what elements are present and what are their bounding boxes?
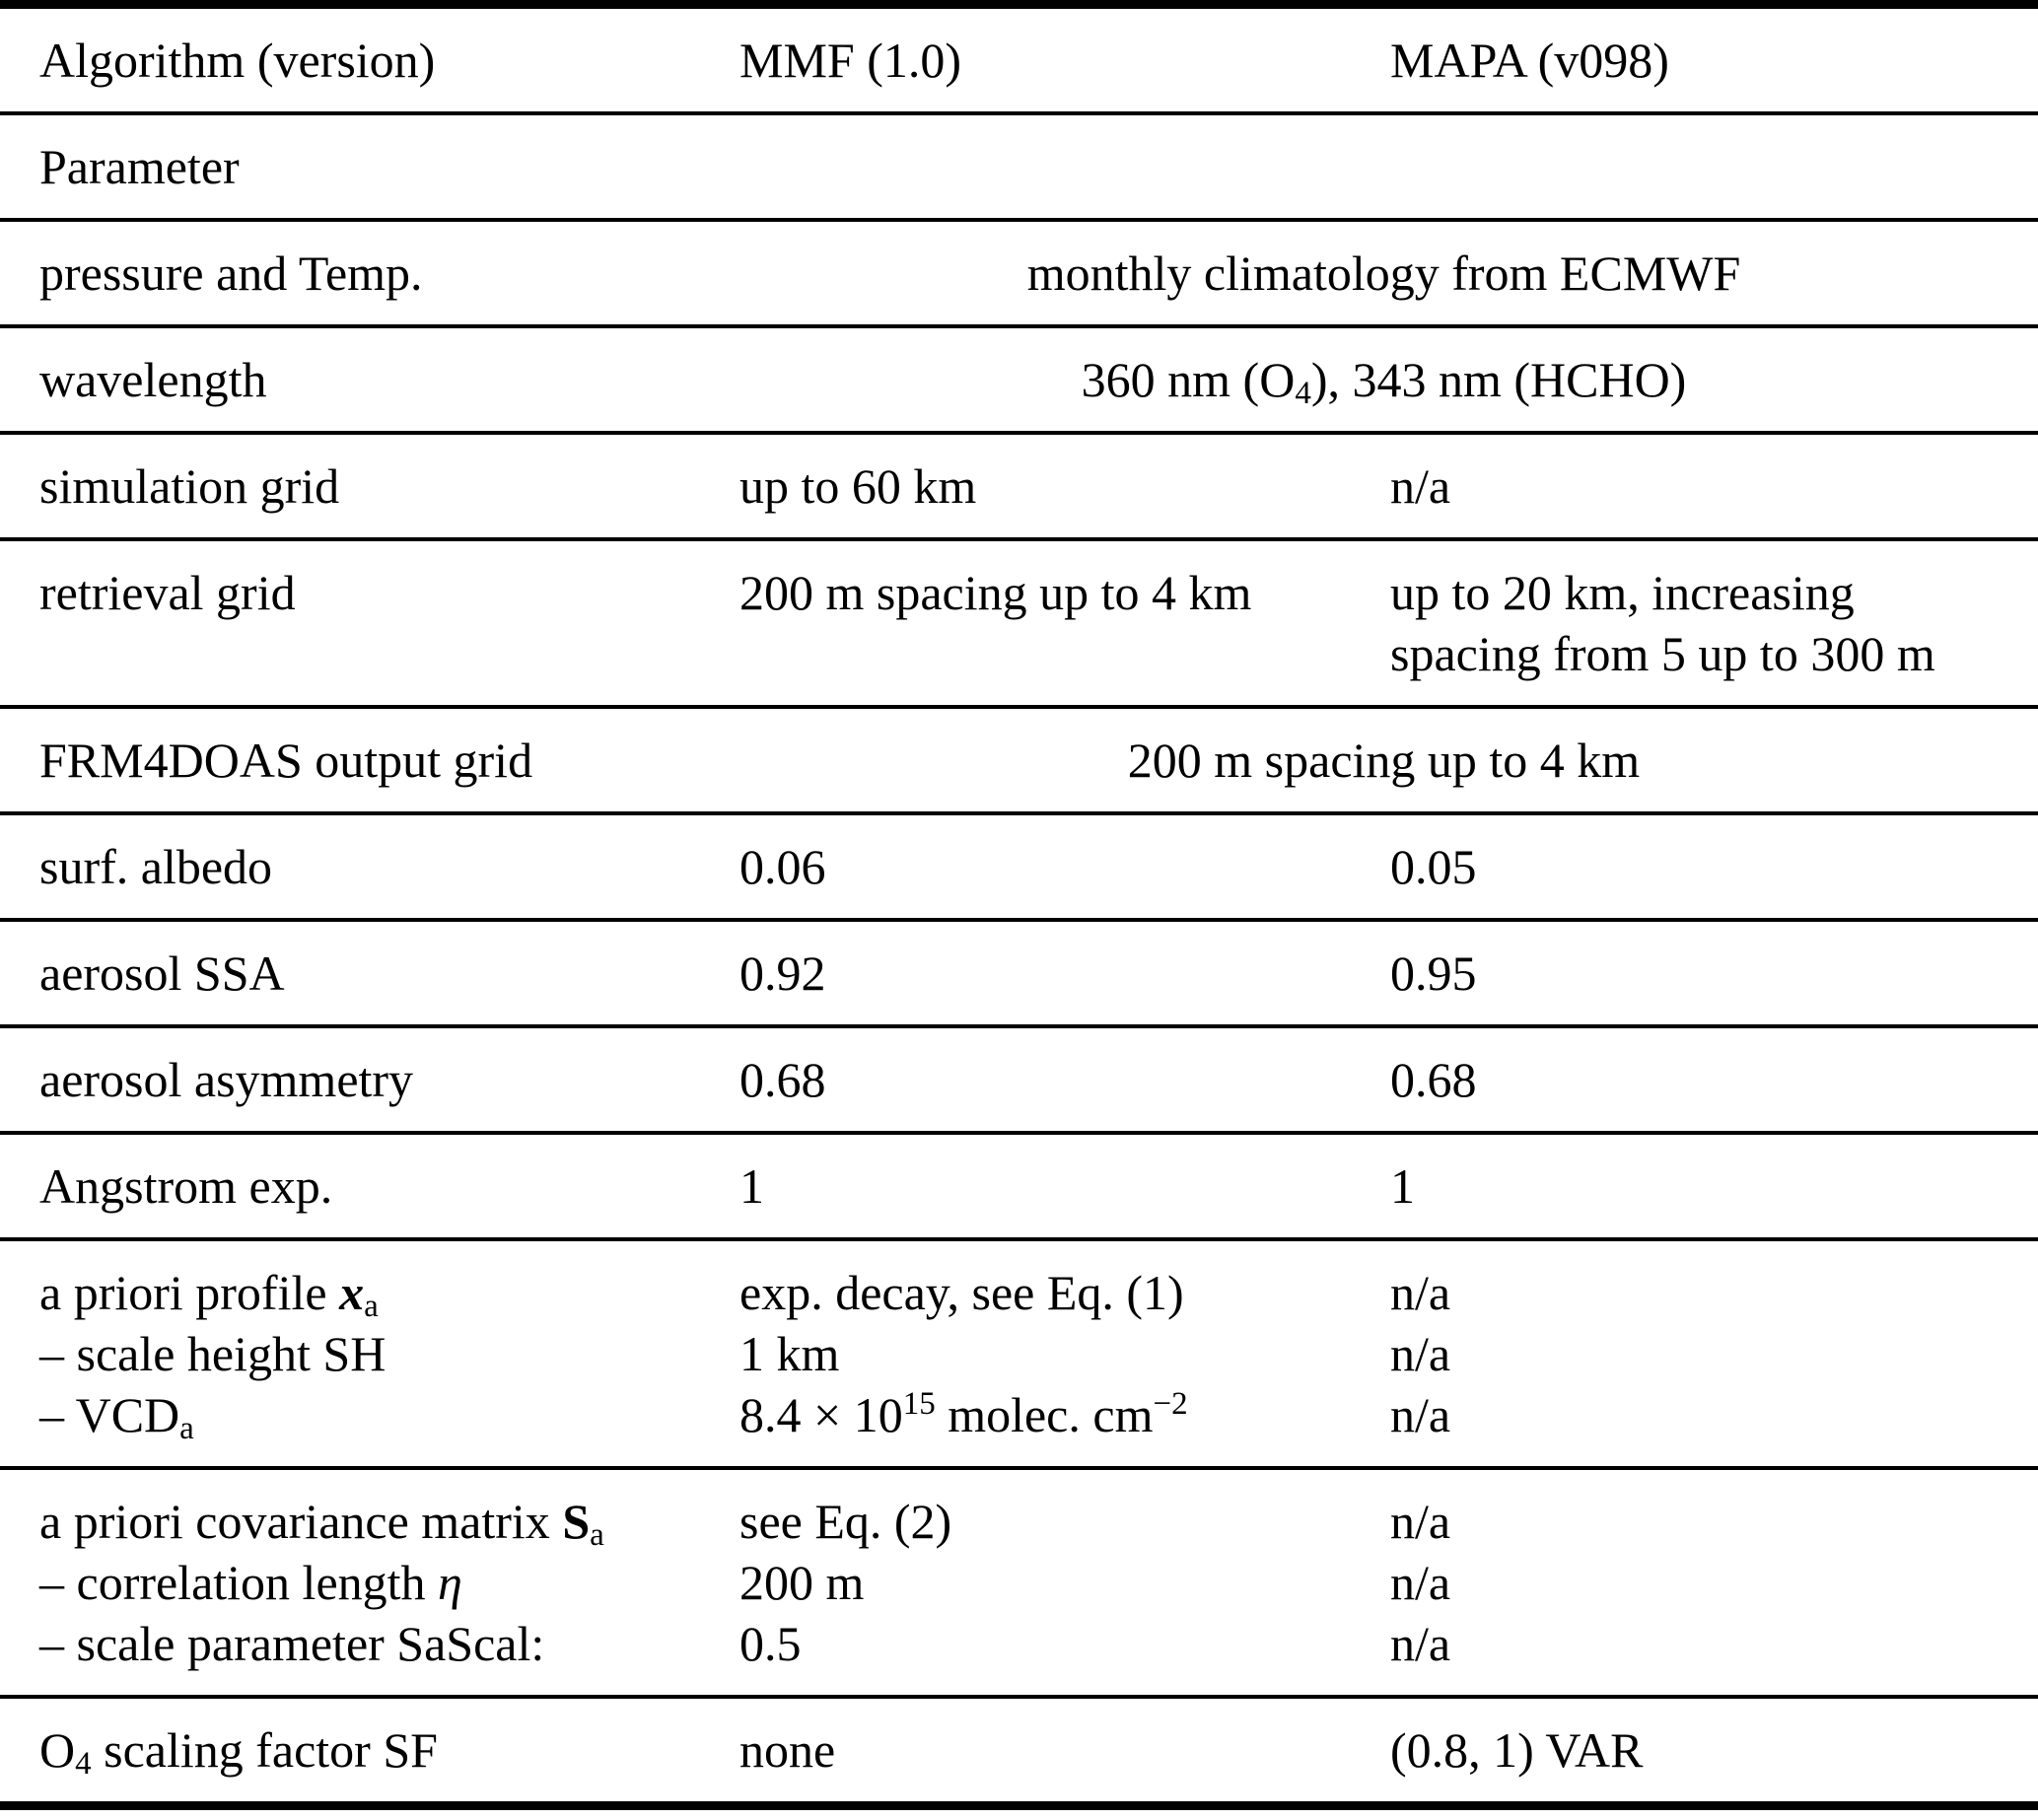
text-segment-sub: a [179, 1411, 194, 1447]
column-header-mmf: MMF (1.0) [739, 33, 962, 88]
parameter-cell [0, 539, 739, 707]
text-segment: spacing from 5 up to 300 m [1390, 626, 1935, 681]
cell-line [39, 1049, 730, 1110]
text-segment: monthly climatology from ECMWF [1026, 245, 1741, 301]
mmf-value-cell [739, 433, 1390, 539]
merged-value-cell [739, 707, 2038, 813]
cell-line [739, 1613, 1380, 1674]
table-row [0, 220, 2038, 326]
text-segment: a priori profile [39, 1265, 340, 1320]
table-row [0, 813, 2038, 920]
merged-value-cell [739, 326, 2038, 433]
mapa-value-cell [1390, 1697, 2038, 1806]
cell-line [739, 730, 2028, 791]
mapa-value-cell [1390, 539, 2038, 707]
cell-line [739, 836, 1380, 897]
text-segment: pressure and Temp. [39, 245, 423, 301]
text-segment: – VCD [39, 1387, 180, 1442]
cell-line [39, 1262, 730, 1323]
cell-line [739, 455, 1380, 517]
text-segment: 200 m [739, 1555, 865, 1610]
cell-line [39, 349, 730, 410]
mmf-value-cell [739, 920, 1390, 1026]
cell-line [739, 1552, 1380, 1613]
cell-line [1390, 1323, 2028, 1384]
text-segment: Angstrom exp. [39, 1158, 333, 1214]
cell-line [1390, 1613, 2028, 1674]
cell-line [739, 349, 2028, 410]
mapa-value-cell [1390, 433, 2038, 539]
text-segment-sub: 4 [1295, 376, 1311, 412]
text-segment: n/a [1390, 1387, 1451, 1442]
text-segment: retrieval grid [39, 565, 296, 620]
header-row [0, 5, 2038, 114]
cell-line [39, 1491, 730, 1552]
cell-line [39, 562, 730, 623]
cell-line [39, 1155, 730, 1217]
text-segment: molec. cm [935, 1387, 1154, 1442]
text-segment: 0.68 [739, 1052, 826, 1107]
cell-line [1390, 1552, 2028, 1613]
text-segment: n/a [1390, 1326, 1451, 1381]
text-segment: n/a [1390, 1494, 1451, 1549]
text-segment: 200 m spacing up to 4 km [1127, 733, 1641, 788]
parameter-cell [0, 1133, 739, 1239]
text-segment: scaling factor SF [91, 1722, 438, 1778]
table-row [0, 1133, 2038, 1239]
mmf-value-cell [739, 813, 1390, 920]
cell-line [739, 1323, 1380, 1384]
text-segment: 1 [1390, 1158, 1415, 1214]
text-segment: – scale parameter SaScal: [39, 1616, 545, 1671]
parameter-cell [0, 1468, 739, 1697]
text-segment: 0.05 [1390, 839, 1477, 894]
section-header-empty-cell [739, 113, 2038, 220]
text-segment: 0.06 [739, 839, 826, 894]
cell-line [39, 1613, 730, 1674]
text-segment: wavelength [39, 352, 267, 407]
cell-line [1390, 455, 2028, 517]
table-row [0, 1026, 2038, 1133]
cell-line [1390, 1049, 2028, 1110]
cell-line [1390, 623, 2028, 684]
cell-line [39, 1323, 730, 1384]
column-header-algorithm-version: Algorithm (version) [39, 33, 436, 88]
text-segment: 0.92 [739, 945, 826, 1001]
text-segment: 0.5 [739, 1616, 802, 1671]
mmf-value-cell [739, 539, 1390, 707]
text-segment-sub: 4 [75, 1746, 92, 1783]
cell-line [739, 1049, 1380, 1110]
cell-line [1390, 836, 2028, 897]
cell-line [39, 455, 730, 517]
table-row [0, 707, 2038, 813]
parameter-cell [0, 920, 739, 1026]
table-row [0, 920, 2038, 1026]
cell-line [39, 836, 730, 897]
text-segment: none [739, 1722, 836, 1778]
table-row [0, 1239, 2038, 1468]
text-segment: 8.4 × 10 [739, 1387, 903, 1442]
cell-line [739, 943, 1380, 1004]
text-segment-sub: a [590, 1517, 604, 1554]
text-segment: 200 m spacing up to 4 km [739, 565, 1252, 620]
table-header [0, 5, 2038, 114]
cell-line [39, 243, 730, 304]
text-segment: aerosol SSA [39, 945, 285, 1001]
cell-line [1390, 562, 2028, 623]
parameter-cell [0, 1239, 739, 1468]
text-segment: 0.68 [1390, 1052, 1477, 1107]
text-segment: up to 20 km, increasing [1390, 565, 1855, 620]
cell-line [739, 1719, 1380, 1781]
mapa-value-cell [1390, 813, 2038, 920]
parameter-cell [0, 1026, 739, 1133]
cell-line [1390, 1719, 2028, 1781]
text-segment: see Eq. (2) [739, 1494, 952, 1549]
text-segment-italic: η [438, 1555, 462, 1610]
parameter-cell [0, 433, 739, 539]
text-segment: O [39, 1722, 76, 1778]
cell-line [739, 1491, 1380, 1552]
table-row [0, 326, 2038, 433]
text-segment-sup: 15 [902, 1385, 936, 1422]
text-segment: a priori covariance matrix [39, 1494, 563, 1549]
text-segment: n/a [1390, 1265, 1451, 1320]
text-segment: up to 60 km [739, 458, 977, 514]
text-segment: – correlation length [39, 1555, 439, 1610]
text-segment: FRM4DOAS output grid [39, 733, 533, 788]
text-segment: 1 km [739, 1326, 840, 1381]
column-header-mapa: MAPA (v098) [1390, 33, 1669, 88]
table-row [0, 433, 2038, 539]
cell-line [1390, 1155, 2028, 1217]
mmf-value-cell [739, 1697, 1390, 1806]
cell-line [739, 1155, 1380, 1217]
mmf-value-cell [739, 1239, 1390, 1468]
parameter-cell [0, 220, 739, 326]
mmf-value-cell [739, 1468, 1390, 1697]
section-header-row [0, 113, 2038, 220]
section-header-cell: Parameter [39, 139, 240, 194]
cell-line [739, 1384, 1380, 1445]
text-segment: surf. albedo [39, 839, 273, 894]
parameter-cell [0, 1697, 739, 1806]
text-segment: aerosol asymmetry [39, 1052, 414, 1107]
parameter-cell [0, 326, 739, 433]
text-segment: exp. decay, see Eq. (1) [739, 1265, 1184, 1320]
parameter-cell [0, 707, 739, 813]
mmf-value-cell [739, 1133, 1390, 1239]
mmf-value-cell [739, 1026, 1390, 1133]
text-segment: 1 [739, 1158, 764, 1214]
cell-line [39, 1384, 730, 1445]
text-segment: n/a [1390, 458, 1451, 514]
text-segment: (0.8, 1) VAR [1390, 1722, 1644, 1778]
text-segment-bold: S [562, 1494, 591, 1549]
cell-line [739, 562, 1380, 623]
cell-line [1390, 1384, 2028, 1445]
cell-line [39, 943, 730, 1004]
text-segment-bold-italic: x [339, 1265, 365, 1320]
text-segment-sub: a [364, 1289, 379, 1325]
cell-line [1390, 943, 2028, 1004]
mapa-value-cell [1390, 1468, 2038, 1697]
mapa-value-cell [1390, 920, 2038, 1026]
mapa-value-cell [1390, 1239, 2038, 1468]
parameter-cell [0, 813, 739, 920]
cell-line [739, 1262, 1380, 1323]
text-segment: ), 343 nm (HCHO) [1310, 352, 1687, 407]
text-segment: n/a [1390, 1555, 1451, 1610]
mapa-value-cell [1390, 1133, 2038, 1239]
table-row [0, 539, 2038, 707]
text-segment-sup: −2 [1153, 1385, 1188, 1422]
text-segment: simulation grid [39, 458, 340, 514]
cell-line [39, 730, 730, 791]
table-row [0, 1697, 2038, 1806]
cell-line [39, 1719, 730, 1781]
cell-line [39, 1552, 730, 1613]
text-segment: n/a [1390, 1616, 1451, 1671]
cell-line [739, 243, 2028, 304]
text-segment: 360 nm (O [1081, 352, 1296, 407]
table-body [0, 113, 2038, 1806]
merged-value-cell [739, 220, 2038, 326]
mapa-value-cell [1390, 1026, 2038, 1133]
cell-line [1390, 1491, 2028, 1552]
table-row [0, 1468, 2038, 1697]
cell-line [1390, 1262, 2028, 1323]
text-segment: 0.95 [1390, 945, 1477, 1001]
text-segment: – scale height SH [39, 1326, 387, 1381]
